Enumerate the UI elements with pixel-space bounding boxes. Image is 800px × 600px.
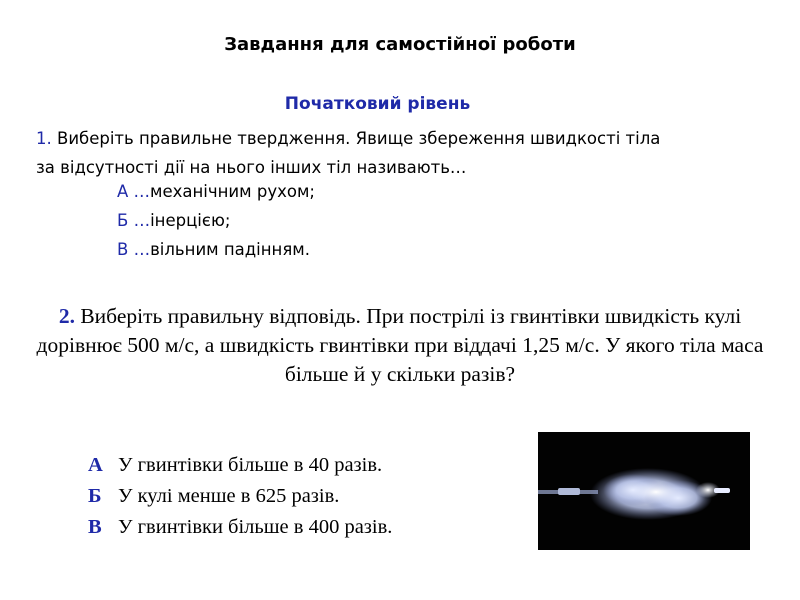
option-letter: А	[88, 454, 103, 476]
page-title: Завдання для самостійної роботи	[224, 34, 576, 55]
option-letter: Б	[88, 485, 102, 507]
option-letter: В …	[117, 240, 151, 259]
option-text: У кулі менше в 625 разів.	[118, 485, 340, 507]
option-text: вільним падінням.	[150, 240, 310, 259]
question-1-option-c	[117, 240, 310, 259]
question-1-text-2: за відсутності дії на нього інших тіл називають…	[36, 158, 467, 177]
question-1	[36, 124, 660, 182]
question-1-line-1	[36, 124, 660, 153]
question-2-option-a	[88, 454, 382, 477]
question-2-option-c	[88, 516, 392, 539]
question-2	[28, 302, 772, 389]
question-1-option-b	[117, 211, 230, 230]
option-letter: А …	[117, 182, 151, 201]
level-heading: Початковий рівень	[284, 94, 471, 114]
option-text: У гвинтівки більше в 40 разів.	[118, 454, 383, 476]
option-text: У гвинтівки більше в 400 разів.	[118, 516, 393, 538]
question-2-option-b	[88, 485, 339, 508]
question-1-option-a	[117, 182, 315, 201]
question-1-text-1: Виберіть правильне твердження. Явище збереження швидкості тіла	[57, 129, 661, 148]
option-text: інерцією;	[150, 211, 231, 230]
option-letter: В	[88, 516, 102, 538]
option-text: механічним рухом;	[150, 182, 315, 201]
question-1-number: 1.	[36, 129, 52, 148]
bullet-photo-icon	[538, 432, 750, 550]
bullet-smoke-illustration	[538, 432, 750, 550]
question-2-number: 2.	[58, 304, 75, 328]
option-letter: Б …	[117, 211, 151, 230]
question-2-text: Виберіть правильну відповідь. При пострілі із гвинтівки швидкість кулі дорівнює 500 м/с, а швидкість гвинтівки при віддачі 1,25 м/с. У якого тіла маса більше й у скільки разів?	[36, 304, 764, 386]
